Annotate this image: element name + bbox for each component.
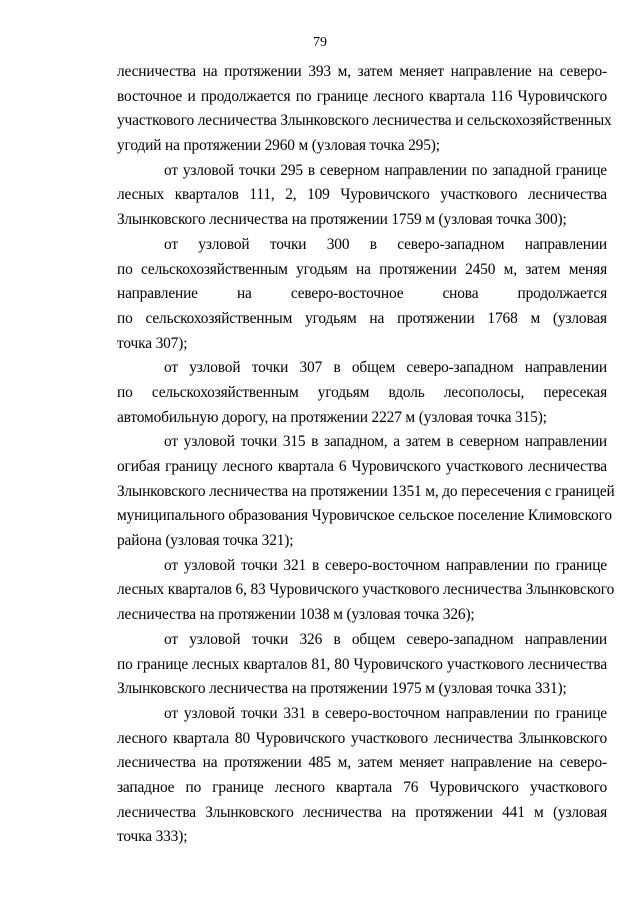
text-line: лесничества на протяжении 393 м, затем меняет направление на северо- — [117, 63, 607, 80]
paragraph-first-line: от узловой точки 300 в северо-западном направлении — [164, 235, 607, 253]
text-line: лесничества Злынковского лесничества на протяжении 441 м (узловая — [117, 803, 607, 821]
paragraph-first-line: от узловой точки 321 в северо-восточном направлении по границе — [164, 556, 607, 574]
text-line: направление на северо-восточное снова продолжается — [117, 285, 607, 303]
text-line: автомобильную дорогу, на протяжении 2227 м (узловая точка 315); — [117, 408, 547, 426]
text-line: лесничества на протяжении 485 м, затем меняет направление на северо- — [117, 754, 607, 772]
paragraph-first-line: от узловой точки 315 в западном, а затем в северном направлении — [164, 433, 607, 451]
text-line: угодий на протяжении 2960 м (узловая точка 295); — [117, 137, 440, 155]
text-line: лесного квартала 80 Чуровичского участкового лесничества Злынковского — [117, 729, 607, 747]
text-line: восточное и продолжается по границе лесного квартала 116 Чуровичского — [117, 87, 607, 105]
text-line: Злынковского лесничества на протяжении 1975 м (узловая точка 331); — [117, 680, 567, 698]
text-line: Злынковского лесничества на протяжении 1759 м (узловая точка 300); — [117, 211, 567, 229]
paragraph-first-line: от узловой точки 307 в общем северо-западном направлении — [164, 359, 607, 377]
text-line: по сельскохозяйственным угодьям на протяжении 2450 м, затем меняя — [117, 260, 607, 278]
text-line: по сельскохозяйственным угодьям вдоль лесополосы, пересекая — [117, 383, 607, 401]
text-line: западное по границе лесного квартала 76 Чуровичского участкового — [117, 778, 607, 796]
text-line: лесных кварталов 111, 2, 109 Чуровичского участкового лесничества — [117, 186, 607, 204]
text-line: участкового лесничества Злынковского лесничества и сельскохозяйственных — [117, 112, 612, 130]
text-line: огибая границу лесного квартала 6 Чуровичского участкового лесничества — [117, 458, 607, 475]
text-line: Злынковского лесничества на протяжении 1351 м, до пересечения с границей — [117, 482, 615, 500]
text-line: лесных кварталов 6, 83 Чуровичского участкового лесничества Злынковского — [117, 581, 615, 599]
document-body — [117, 60, 615, 850]
page-number: 79 — [313, 35, 327, 50]
text-line: района (узловая точка 321); — [117, 532, 294, 550]
text-line: точка 307); — [117, 334, 188, 352]
paragraph-first-line: от узловой точки 295 в северном направлении по западной границе — [164, 161, 607, 179]
text-line: муниципального образования Чуровичское сельское поселение Климовского — [117, 507, 612, 525]
text-line: лесничества на протяжении 1038 м (узловая точка 326); — [117, 606, 475, 624]
paragraph-first-line: от узловой точки 331 в северо-восточном направлении по границе — [164, 704, 607, 722]
text-line: точка 333); — [117, 828, 188, 846]
text-line: по сельскохозяйственным угодьям на протяжении 1768 м (узловая — [117, 309, 607, 327]
text-line: по границе лесных кварталов 81, 80 Чуровичского участкового лесничества — [117, 655, 607, 673]
paragraph-first-line: от узловой точки 326 в общем северо-западном направлении — [164, 630, 607, 648]
